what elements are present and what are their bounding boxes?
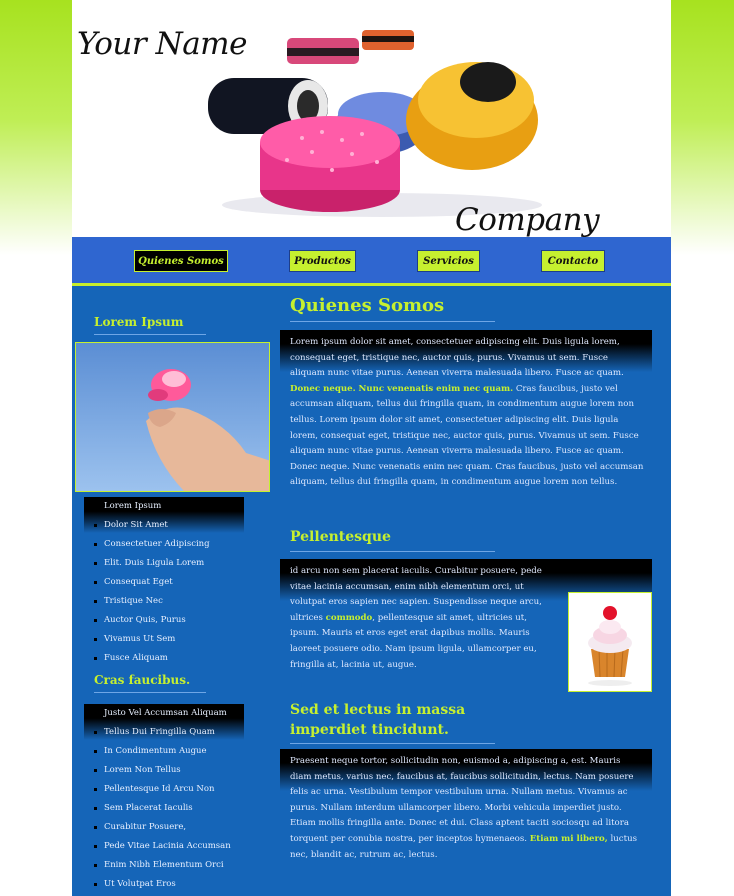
nav-productos[interactable]: Productos: [289, 250, 356, 272]
sidebar-item[interactable]: Pellentesque Id Arcu Non: [84, 780, 244, 799]
sidebar-item[interactable]: Consectetuer Adipiscing: [84, 535, 244, 554]
section-text-sed-et-lectus: [280, 749, 652, 879]
sidebar-item[interactable]: Fusce Aliquam: [84, 649, 244, 668]
sidebar-item[interactable]: Justo Vel Accumsan Aliquam: [84, 704, 244, 723]
candy-image: [192, 20, 552, 220]
sidebar-item[interactable]: Lorem Ipsum: [84, 497, 244, 516]
cupcake-photo: [568, 592, 652, 692]
sidebar-item[interactable]: Vivamus Ut Sem: [84, 630, 244, 649]
sidebar-item[interactable]: Tellus Dui Fringilla Quam: [84, 723, 244, 742]
sidebar-item[interactable]: Consequat Eget: [84, 573, 244, 592]
cupcake-image: [569, 593, 651, 691]
sidebar-item[interactable]: Curabitur Posuere,: [84, 818, 244, 837]
sidebar-title-lorem: Lorem Ipsum: [94, 315, 206, 335]
paragraph: id arcu non sem placerat iaculis. Curabitur posuere, pede vitae lacinia accumsan, enim nibh elementum orci, ut volutpat eros sapien nec sapien. Suspendisse neque arcu, ultrices commodo, pellentesque sit amet, ultricies ut, ipsum. Mauris et eros eget erat dapibus mollis. Mauris laoreet posuere odio. Nam ipsum ligula, ullamcorper eu, fringilla at, lacinia ut, augue.: [290, 566, 542, 670]
section-title-quienes-somos: Quienes Somos: [290, 295, 495, 322]
hand-candy-image: [76, 343, 270, 492]
sidebar-item[interactable]: Dolor Sit Amet: [84, 516, 244, 535]
nav-quienes-somos[interactable]: Quienes Somos: [134, 250, 228, 272]
page-container: [72, 0, 671, 896]
paragraph: Lorem ipsum dolor sit amet, consectetuer adipiscing elit. Duis ligula lorem, consequat eget, tristique nec, auctor quis, purus. Vivamus ut sem. Fusce aliquam nunc vitae purus. Aenean viverra malesuada libero. Fusce ac quam. Donec neque. Nunc venenatis enim nec quam. Cras faucibus, justo vel accumsan aliquam, tellus dui fringilla quam, in condimentum augue lorem non tellus. Lorem ipsum dolor sit amet, consectetuer adipiscing elit. Duis ligula lorem, consequat eget, tristique nec, auctor quis, purus. Vivamus ut sem. Fusce aliquam nunc vitae purus. Aenean viverra malesuada libero. Fusce ac quam. Donec neque. Nunc venenatis enim nec quam. Cras faucibus, justo vel accumsan aliquam, tellus dui fringilla quam, in condimentum augue lorem non tellus.: [290, 337, 644, 488]
nav-contacto[interactable]: Contacto: [541, 250, 605, 272]
section-text-quienes-somos: [280, 330, 652, 520]
section-title-pellentesque: Pellentesque: [290, 529, 495, 552]
paragraph: Praesent neque tortor, sollicitudin non, euismod a, adipiscing a, est. Mauris diam metus, varius nec, faucibus at, faucibus sollicitudin, lectus. Nam posuere felis ac urna. Vestibulum tempor vestibulum urna. Nullam metus. Vivamus ac purus. Nullam interdum ullamcorper libero. Morbi vehicula imperdiet justo. Etiam mollis fringilla ante. Donec et dui. Class aptent taciti sociosqu ad litora torquent per conubia nostra, per inceptos hymenaeos. Etiam mi libero, luctus nec, blandit ac, rutrum ac, lectus.: [290, 756, 638, 860]
sidebar-item[interactable]: Sem Placerat Iaculis: [84, 799, 244, 818]
sidebar-item[interactable]: Tristique Nec: [84, 592, 244, 611]
sidebar-list-1: [84, 497, 244, 668]
sidebar-item[interactable]: In Condimentum Augue: [84, 742, 244, 761]
sidebar-item[interactable]: Enim Nibh Elementum Orci: [84, 856, 244, 875]
sidebar-item[interactable]: Lorem Non Tellus: [84, 761, 244, 780]
main-navbar: [72, 237, 671, 286]
sidebar-list-2: [84, 704, 244, 894]
brand-name: Your Name: [77, 26, 247, 62]
hand-candy-photo: [75, 342, 270, 492]
sidebar-item[interactable]: Elit. Duis Ligula Lorem: [84, 554, 244, 573]
brand-company: Company: [455, 202, 600, 237]
header-banner: [72, 0, 671, 237]
section-title-sed-et-lectus: [290, 700, 495, 744]
section-title-line-2: imperdiet tincidunt.: [290, 722, 449, 738]
sidebar-item[interactable]: Ut Volutpat Eros: [84, 875, 244, 894]
nav-servicios[interactable]: Servicios: [417, 250, 480, 272]
sidebar-item[interactable]: Pede Vitae Lacinia Accumsan: [84, 837, 244, 856]
sidebar-title-cras: Cras faucibus.: [94, 673, 206, 693]
sidebar-item[interactable]: Auctor Quis, Purus: [84, 611, 244, 630]
section-title-line-1: Sed et lectus in massa: [290, 702, 466, 718]
